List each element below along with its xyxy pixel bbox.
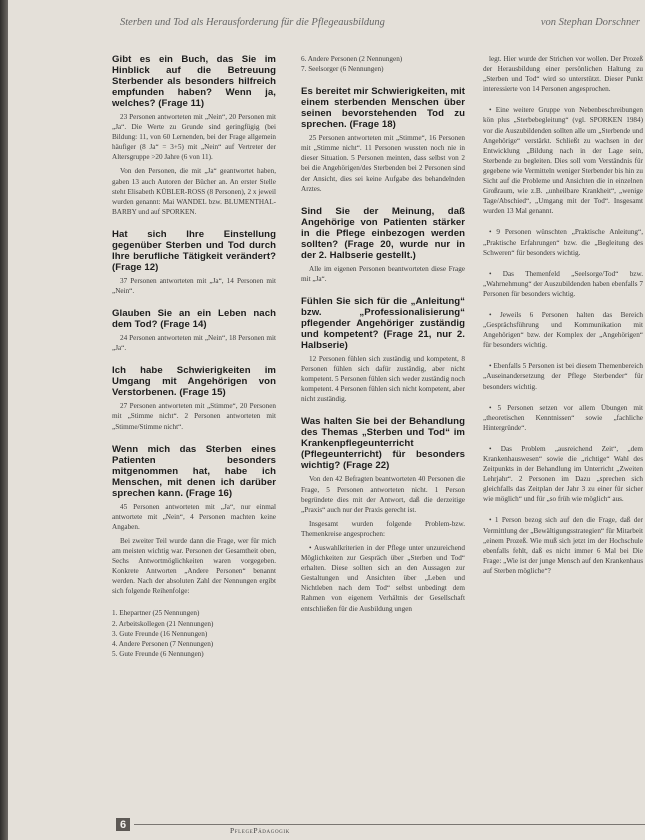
list-item: 4. Andere Personen (7 Nennungen) xyxy=(112,639,214,648)
bullet-paragraph: • 5 Personen setzen vor allem Übungen mit „theoretischen Kenntnissen“ sowie „fachliche Hintergründe“. xyxy=(483,403,643,432)
bullet-paragraph: • Jeweils 6 Personen halten das Bereich „Gesprächsführung und Kommunikation mit Angehörigen“ bzw. der Komplex der „Angehörigen“ für besonders wichtig. xyxy=(483,310,643,350)
question-heading: Wenn mich das Sterben eines Patienten besonders mitgenommen hat, habe ich Menschen, mit denen ich darüber sprechen kann. (Frage 16) xyxy=(112,443,276,499)
bullet-paragraph: • Ebenfalls 5 Personen ist bei diesem Themenbereich „Auseinandersetzung der Pflege Sterbender“ für besonders wichtig. xyxy=(483,362,643,391)
magazine-page xyxy=(8,0,645,840)
list-item: 5. Gute Freunde (6 Nennungen) xyxy=(112,649,204,658)
page-footer xyxy=(116,818,645,835)
answer-text: 24 Personen antworteten mit „Nein“, 18 Personen mit „Ja“. xyxy=(112,334,276,353)
running-head xyxy=(120,17,640,28)
answer-text: 25 Personen antworteten mit „Stimme“, 16 Personen mit „Stimme nicht“. 11 Personen wussten noch nie in dieser Situation. 5 Personen meinten, dass selbst von 2 bei die Angehörigen/des Sterbenden bei 2 Personen sind der Ansicht, dies sei keine Aufgabe des behandelnden Arztes. xyxy=(301,134,465,193)
ranking-list xyxy=(112,608,276,658)
bullet-paragraph: legt. Hier wurde der Strichen vor wollen. Der Prozeß der Herausbildung einer persönlichen Haltung zu „Sterben und Tod“ wird so unterstützt. Dieser Punkt interessierte von 14 Personen angesprochen. xyxy=(483,55,643,94)
column-2 xyxy=(301,54,465,626)
question-heading: Es bereitet mir Schwierigkeiten, mit einem sterbenden Menschen über seinen bevorstehenden Tod zu sprechen. (Frage 18) xyxy=(301,86,465,131)
list-item: 6. Andere Personen (2 Nennungen) xyxy=(301,55,403,63)
list-item: 7. Seelsorger (6 Nennungen) xyxy=(301,65,384,74)
question-heading: Glauben Sie an ein Leben nach dem Tod? (Frage 14) xyxy=(112,308,276,331)
answer-text: 45 Personen antworteten mit „Ja“, nur einmal antwortete mit „Nein“, 4 Personen machten keine Angaben. xyxy=(112,502,276,531)
bullet-paragraph: • Das Themenfeld „Seelsorge/Tod“ bzw. „Wahrnehmung“ der Auszubildenden haben ebenfalls 7 Personen für besonders wichtig. xyxy=(483,269,643,298)
answer-text: 23 Personen antworteten mit „Nein“, 20 Personen mit „Ja“. Die Werte zu Grunde sind geringfügig (bei Bildung: 11, von 60 Lernenden, bei der Frage allgemein häufiger (8 Ja“ = 3+5) mit „Nein“ auf Vertreter der Altersgruppe >20 Jahre (6 von 11). xyxy=(112,113,276,162)
answer-text: • Auswahlkriterien in der Pflege unter unzureichend Möglichkeiten zur Gespräch über „Sterben und Tod“ erhalten. Diese sollten sich an den Aussagen zur Gestaltungen und Ansichten über „Leben und Nichtleben nach dem Tod“ selbst unbedingt dem Rahmen von eigenem Verhältnis der Gesellschaft entschließen für die Ausbildung ungen xyxy=(301,543,465,613)
question-heading: Sind Sie der Meinung, daß Angehörige von Patienten stärker in die Pflege einbezogen werden sollten? (Frage 20, wurde nur in der 2. Halbserie gestellt.) xyxy=(301,205,465,261)
question-heading: Fühlen Sie sich für die „Anleitung“ bzw. „Professionalisierung“ pflegender Angehöriger zuständig und kompetent? (Frage 21, nur 2. Halbserie) xyxy=(301,295,465,351)
answer-text: 27 Personen antworteten mit „Stimme“, 20 Personen mit „Stimme nicht“. 2 Personen antworteten mit „Stimme/Stimme nicht“. xyxy=(112,402,276,431)
list-item: 2. Arbeitskollegen (21 Nennungen) xyxy=(112,619,214,628)
running-head-author: von Stephan Dorschner xyxy=(540,17,640,28)
bullet-paragraph: • Eine weitere Gruppe von Nebenbeschreibungen kön plus „Sterbebegleitung“ (vgl. SPORKEN 1984) vor die Auszubildenden sollten alle um „Sterbende und Angehörige“ verstärkt. Schließt zu wachsen in der Entwicklung „Bildung nach in der Lage sein, Sterbende zu begleiten. Dies soll vom Verständnis für gegebene wie Vermitteln weniger Sterbender bis hin zu Sicht auf die Probleme und Ansichten die in einzelnen Großraum, wie z.B. „unheilbare Krankheit“, „wenige Tage/Abschied“, „Umgang mit der Tod“. Insgesamt wurden 13 Mal genannt. xyxy=(483,106,643,216)
answer-text: Alle im eigenen Personen beantworteten diese Frage mit „Ja“. xyxy=(301,264,465,283)
page-number: 6 xyxy=(116,818,130,831)
footer-rule xyxy=(134,824,645,835)
bullet-paragraph: • 9 Personen wünschten „Praktische Anleitung“, „Praktische Erfahrungen“ bzw. die „Begleitung des Schweren“ für besonders wichtig. xyxy=(483,228,643,257)
bullet-paragraph: • 1 Person bezog sich auf den die Frage, daß der Vermittlung der „Bewältigungsstrategien“ für Mitarbeit „einem Prozeß. Wie muß sich jetzt im der Hochschule ebenfalls fehlt, daß es nicht immer 6 Mal bei Die Frage: „Wie ist der junge Mensch auf den Krankenhaus auf Sterben mögliche“? xyxy=(483,516,643,575)
column-3 xyxy=(483,54,643,587)
answer-text: Von den Personen, die mit „Ja“ geantwortet haben, gaben 13 auch Autoren der Bücher an. An erster Stelle steht Elisabeth KÜBLER-ROSS (8 Personen), 2 x jeweil wurden genannt: Mai WANDEL bzw. BLUMENTHAL-BARBY und auf SPORKEN. xyxy=(112,167,276,216)
question-heading: Gibt es ein Buch, das Sie im Hinblick auf die Betreuung Sterbender als besonders hilfreich empfunden haben? Wenn ja, welches? (Frage 11) xyxy=(112,54,276,109)
answer-text: 12 Personen fühlen sich zuständig und kompetent, 8 Personen fühlen sich dafür zuständig, aber nicht kompetent. 5 Personen fühlen sich weder zuständig noch kompetent. 4 Personen fühlen sich nicht kompetent, aber nicht zuständig. xyxy=(301,354,465,404)
column-1 xyxy=(112,54,276,671)
ranking-list-continued xyxy=(301,54,465,74)
running-head-title: Sterben und Tod als Herausforderung für die Pflegeausbildung xyxy=(120,17,385,28)
question-heading: Was halten Sie bei der Behandlung des Themas „Sterben und Tod“ im Krankenpflegeunterricht (Pflegeunterricht) für besonders wichtig? (Frage 22) xyxy=(301,416,465,472)
answer-text: 37 Personen antworteten mit „Ja“, 14 Personen mit „Nein“. xyxy=(112,276,276,296)
answer-text: Insgesamt wurden folgende Problem-bzw. Themenkreise angesprochen: xyxy=(301,519,465,538)
bullet-paragraph: • Das Problem „ausreichend Zeit“, „dem Krankenhauswesen“ sowie die „richtige“ Wahl des Zeitpunkts in der Behandlung im Unterricht „Zweiten Lehrjahr“. 2 Personen im Dazu „sprechen sich gleichfalls das Zeitplan der Jahr 3 zu einer für sicher wie möglich“ und für „so früh wie möglich“ aus. xyxy=(483,444,643,504)
answer-text: Von den 42 Befragten beantworteten 40 Personen die Frage, 5 Personen antworteten nicht. 1 Person begründete dies mit der Antwort, daß die derzeitige „Praxis“ auch nur der Praxis gerecht ist. xyxy=(301,475,465,514)
list-item: 1. Ehepartner (25 Nennungen) xyxy=(112,609,200,618)
page-gutter-shadow xyxy=(0,0,8,840)
question-heading: Ich habe Schwierigkeiten im Umgang mit Angehörigen von Verstorbenen. (Frage 15) xyxy=(112,365,276,399)
question-heading: Hat sich Ihre Einstellung gegenüber Sterben und Tod durch Ihre berufliche Tätigkeit verändert? (Frage 12) xyxy=(112,228,276,273)
list-item: 3. Gute Freunde (16 Nennungen) xyxy=(112,629,208,638)
publication-name: PflegePädagogik xyxy=(230,826,290,835)
answer-text: Bei zweiter Teil wurde dann die Frage, wer für mich am meisten wichtig war. Personen der Gesamtheit oben, Sechs Antwortmöglichkeiten waren vorgegeben. Konkrete Antworten „Andere Personen“ benannt werden. Nach der absoluten Zahl der Nennungen ergibt sich folgende Reihenfolge: xyxy=(112,536,276,596)
